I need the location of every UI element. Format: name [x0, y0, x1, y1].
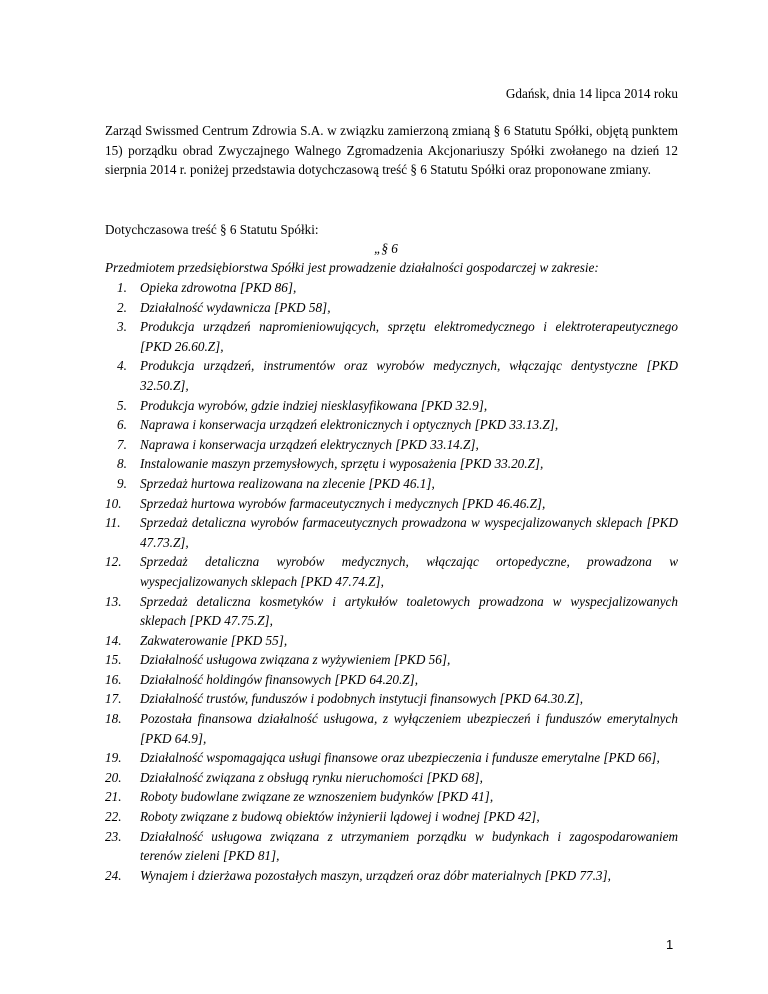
list-item — [105, 592, 678, 631]
list-item — [105, 552, 678, 591]
list-item-number: 24. — [105, 867, 122, 883]
list-item-number: 18. — [105, 711, 122, 727]
list-item-text: Sprzedaż hurtowa wyrobów farmaceutycznych i medycznych [PKD 46.46.Z], — [140, 495, 546, 511]
activity-list — [105, 278, 678, 885]
list-item — [105, 709, 678, 748]
list-item — [105, 298, 678, 318]
list-item — [105, 827, 678, 866]
list-item — [105, 494, 678, 514]
list-item-number: 14. — [105, 632, 122, 648]
list-item — [105, 454, 678, 474]
list-item-number: 11. — [105, 515, 121, 531]
list-item — [105, 278, 678, 298]
list-item-number: 3. — [117, 319, 127, 335]
list-item-text: Działalność holdingów finansowych [PKD 64.20.Z], — [140, 671, 419, 687]
list-item-text: Instalowanie maszyn przemysłowych, sprzętu i wyposażenia [PKD 33.20.Z], — [140, 456, 544, 472]
list-item-number: 8. — [117, 456, 127, 472]
list-item — [105, 689, 678, 709]
list-item-text: Roboty budowlane związane ze wznoszeniem budynków [PKD 41], — [140, 789, 494, 805]
list-item-number: 12. — [105, 554, 122, 570]
list-item-number: 6. — [117, 417, 127, 433]
list-item-number: 22. — [105, 809, 122, 825]
list-item-text: Działalność usługowa związana z utrzymaniem porządku w budynkach i zagospodarowaniem terenów zieleni [PKD 81], — [140, 828, 678, 864]
list-item — [105, 748, 678, 768]
list-item-number: 5. — [117, 397, 127, 413]
list-item-text: Naprawa i konserwacja urządzeń elektronicznych i optycznych [PKD 33.13.Z], — [140, 417, 559, 433]
list-item-number: 21. — [105, 789, 122, 805]
list-item-text: Produkcja urządzeń, instrumentów oraz wyrobów medycznych, włączając dentystyczne [PKD 32.50.Z], — [140, 358, 678, 393]
list-item — [105, 513, 678, 552]
list-item-number: 16. — [105, 671, 122, 687]
list-item-number: 10. — [105, 495, 122, 511]
list-item — [105, 415, 678, 435]
current-text-heading: Dotychczasowa treść § 6 Statutu Spółki: — [105, 222, 319, 237]
list-item — [105, 356, 678, 395]
list-item-number: 19. — [105, 750, 122, 766]
list-item-number: 2. — [117, 299, 127, 315]
date-line: Gdańsk, dnia 14 lipca 2014 roku — [505, 86, 678, 101]
list-item-text: Wynajem i dzierżawa pozostałych maszyn, urządzeń oraz dóbr materialnych [PKD 77.3], — [140, 867, 611, 883]
list-item-number: 1. — [117, 280, 127, 295]
list-item — [105, 670, 678, 690]
list-item-text: Pozostała finansowa działalność usługowa, z wyłączeniem ubezpieczeń i funduszów emerytalnych [PKD 64.9], — [140, 711, 678, 746]
list-item — [105, 631, 678, 651]
list-item — [105, 317, 678, 356]
list-item-text: Sprzedaż hurtowa realizowana na zlecenie [PKD 46.1], — [140, 475, 435, 491]
list-item-number: 20. — [105, 769, 122, 785]
list-item-text: Działalność wydawnicza [PKD 58], — [140, 299, 331, 315]
list-item-text: Działalność usługowa związana z wyżywieniem [PKD 56], — [140, 652, 451, 668]
list-item-text: Działalność wspomagająca usługi finansowe oraz ubezpieczenia i fundusze emerytalne [PKD 66], — [140, 750, 660, 766]
list-item-number: 13. — [105, 593, 122, 609]
list-item-text: Opieka zdrowotna [PKD 86], — [140, 280, 297, 295]
list-item-number: 23. — [105, 828, 122, 844]
list-item-number: 15. — [105, 652, 122, 668]
list-item-number: 7. — [117, 436, 127, 452]
intro-paragraph: Zarząd Swissmed Centrum Zdrowia S.A. w związku zamierzoną zmianą § 6 Statutu Spółki, objętą punktem 15) porządku obrad Zwyczajnego Walnego Zgromadzenia Akcjonariuszy Spółki zwołanego na dzień 12 sierpnia 2014 r. poniżej przedstawia dotychczasową treść § 6 Statutu Spółki oraz proponowane zmiany. — [105, 123, 678, 178]
list-item — [105, 807, 678, 827]
list-item-text: Działalność związana z obsługą rynku nieruchomości [PKD 68], — [140, 769, 483, 785]
list-item — [105, 435, 678, 455]
list-item — [105, 396, 678, 416]
list-item — [105, 768, 678, 788]
list-item — [105, 650, 678, 670]
list-item-text: Zakwaterowanie [PKD 55], — [140, 632, 288, 648]
scope-intro: Przedmiotem przedsiębiorstwa Spółki jest prowadzenie działalności gospodarczej w zakresie: — [105, 260, 599, 275]
list-item-text: Sprzedaż detaliczna wyrobów farmaceutycznych prowadzona w wyspecjalizowanych sklepach [PKD 47.73.Z], — [140, 515, 678, 550]
list-item-number: 17. — [105, 691, 122, 707]
list-item-text: Sprzedaż detaliczna kosmetyków i artykułów toaletowych prowadzona w wyspecjalizowanych sklepach [PKD 47.75.Z], — [140, 593, 678, 629]
list-item-text: Produkcja urządzeń napromieniowujących, sprzętu elektromedycznego i elektroterapeutycznego [PKD 26.60.Z], — [140, 319, 678, 354]
list-item-number: 9. — [117, 475, 127, 491]
list-item-text: Produkcja wyrobów, gdzie indziej niesklasyfikowana [PKD 32.9], — [140, 397, 488, 413]
list-item-text: Działalność trustów, funduszów i podobnych instytucji finansowych [PKD 64.30.Z], — [140, 691, 584, 707]
paragraph-mark: „§ 6 — [374, 241, 398, 256]
list-item — [105, 866, 678, 886]
list-item — [105, 787, 678, 807]
list-item-number: 4. — [117, 358, 127, 374]
list-item-text: Sprzedaż detaliczna wyrobów medycznych, włączając ortopedyczne, prowadzona w wyspecjalizowanych sklepach [PKD 47.74.Z], — [140, 554, 678, 589]
list-item — [105, 474, 678, 494]
page-number: 1 — [666, 937, 674, 952]
list-item-text: Roboty związane z budową obiektów inżynierii lądowej i wodnej [PKD 42], — [140, 809, 540, 825]
list-item-text: Naprawa i konserwacja urządzeń elektrycznych [PKD 33.14.Z], — [140, 436, 479, 452]
